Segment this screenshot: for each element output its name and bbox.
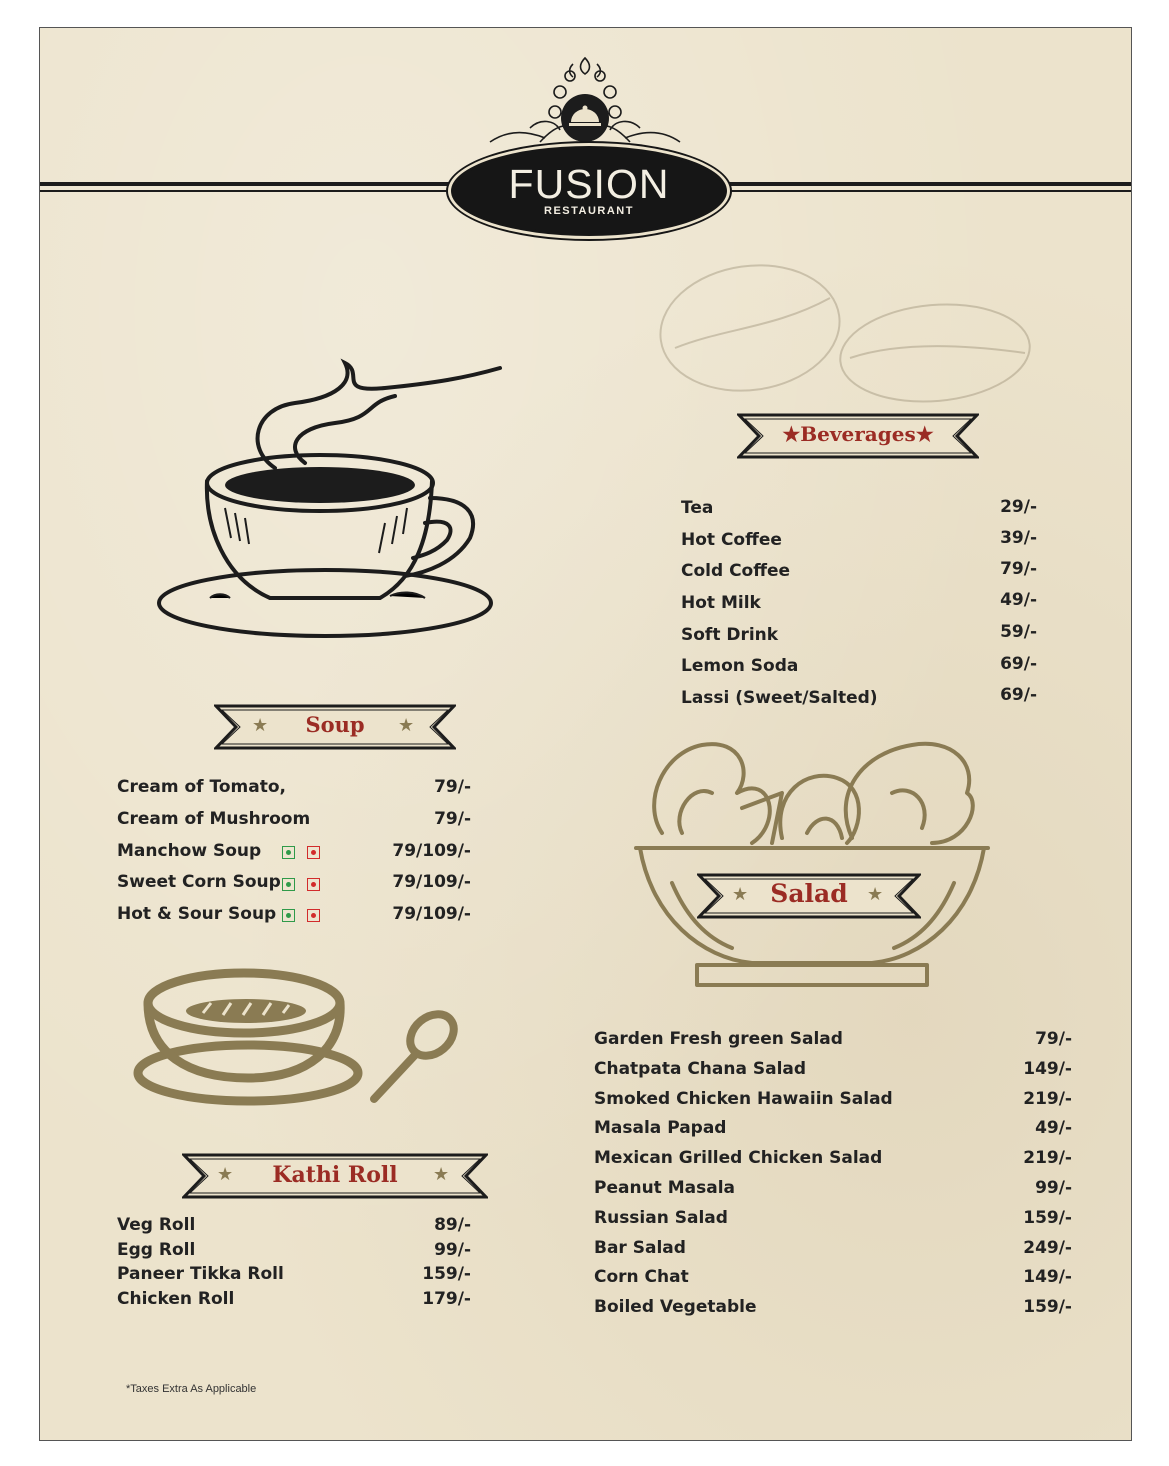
star-icon: ★	[398, 715, 415, 736]
header-rule-left	[40, 182, 455, 186]
item-price: 79/109/-	[392, 872, 471, 892]
list-item: Hot & Sour Soup	[117, 904, 277, 924]
item-price: 159/-	[1023, 1208, 1072, 1228]
soup-bowl-icon	[128, 963, 368, 1108]
item-price: 219/-	[1023, 1089, 1072, 1109]
soup-heading: Soup	[305, 712, 365, 737]
list-item: Chatpata Chana Salad	[594, 1059, 807, 1079]
star-icon: ★	[433, 1164, 450, 1185]
restaurant-subtitle: RESTAURANT	[544, 205, 634, 217]
veg-marker-icon	[282, 846, 295, 859]
tax-footnote: *Taxes Extra As Applicable	[126, 1383, 257, 1395]
item-price: 79/-	[1035, 1029, 1072, 1049]
list-item: Bar Salad	[594, 1238, 686, 1258]
item-price: 249/-	[1023, 1238, 1072, 1258]
item-price: 29/-	[1000, 497, 1037, 517]
menu-page	[39, 27, 1132, 1441]
list-item: Cream of Mushroom	[117, 809, 311, 829]
item-price: 39/-	[1000, 528, 1037, 548]
item-price: 79/109/-	[392, 841, 471, 861]
item-price: 79/-	[434, 809, 471, 829]
star-icon: ★	[732, 884, 749, 905]
item-price: 79/109/-	[392, 904, 471, 924]
list-item: Russian Salad	[594, 1208, 728, 1228]
kathi-roll-heading: Kathi Roll	[272, 1162, 398, 1188]
list-item: Cream of Tomato,	[117, 777, 286, 797]
star-icon: ★	[217, 1164, 234, 1185]
item-price: 79/-	[1000, 559, 1037, 579]
restaurant-logo	[451, 146, 727, 236]
item-price: 59/-	[1000, 622, 1037, 642]
item-price: 149/-	[1023, 1267, 1072, 1287]
item-price: 89/-	[434, 1215, 471, 1235]
salad-bowl-icon	[632, 733, 992, 998]
restaurant-name: FUSION	[508, 161, 670, 207]
list-item: Smoked Chicken Hawaiin Salad	[594, 1089, 893, 1109]
item-price: 69/-	[1000, 654, 1037, 674]
list-item: Hot Milk	[681, 593, 761, 613]
item-price: 79/-	[434, 777, 471, 797]
non-veg-marker-icon	[307, 846, 320, 859]
beverages-banner	[737, 413, 979, 459]
header-rule-right-thin	[717, 190, 1131, 192]
veg-marker-icon	[282, 878, 295, 891]
item-price: 99/-	[1035, 1178, 1072, 1198]
beverages-heading: ★Beverages★	[782, 422, 934, 446]
list-item: Cold Coffee	[681, 561, 791, 581]
coffee-cup-icon	[135, 348, 515, 638]
item-price: 179/-	[422, 1289, 471, 1309]
list-item: Peanut Masala	[594, 1178, 735, 1198]
header-rule-left-thin	[40, 190, 455, 192]
item-price: 99/-	[434, 1240, 471, 1260]
star-icon: ★	[867, 884, 884, 905]
star-icon: ★	[252, 715, 269, 736]
list-item: Egg Roll	[117, 1240, 196, 1260]
list-item: Paneer Tikka Roll	[117, 1264, 284, 1284]
non-veg-marker-icon	[307, 909, 320, 922]
list-item: Lassi (Sweet/Salted)	[681, 688, 878, 708]
list-item: Boiled Vegetable	[594, 1297, 757, 1317]
list-item: Sweet Corn Soup	[117, 872, 281, 892]
cloche-icon	[470, 50, 700, 150]
list-item: Lemon Soda	[681, 656, 799, 676]
list-item: Chicken Roll	[117, 1289, 235, 1309]
list-item: Masala Papad	[594, 1118, 727, 1138]
item-price: 159/-	[422, 1264, 471, 1284]
list-item: Manchow Soup	[117, 841, 262, 861]
list-item: Soft Drink	[681, 625, 779, 645]
item-price: 159/-	[1023, 1297, 1072, 1317]
item-price: 149/-	[1023, 1059, 1072, 1079]
item-price: 69/-	[1000, 685, 1037, 705]
list-item: Veg Roll	[117, 1215, 196, 1235]
spoon-icon	[360, 1003, 470, 1113]
list-item: Mexican Grilled Chicken Salad	[594, 1148, 883, 1168]
non-veg-marker-icon	[307, 878, 320, 891]
coffee-beans-icon	[655, 258, 1035, 408]
list-item: Corn Chat	[594, 1267, 689, 1287]
list-item: Hot Coffee	[681, 530, 782, 550]
salad-heading: Salad	[770, 879, 848, 908]
soup-banner	[214, 704, 456, 750]
item-price: 49/-	[1035, 1118, 1072, 1138]
item-price: 219/-	[1023, 1148, 1072, 1168]
header-rule-right	[717, 182, 1131, 186]
list-item: Tea	[681, 498, 714, 518]
item-price: 49/-	[1000, 590, 1037, 610]
kathi-roll-banner	[182, 1153, 488, 1199]
list-item: Garden Fresh green Salad	[594, 1029, 843, 1049]
salad-banner	[697, 873, 921, 919]
veg-marker-icon	[282, 909, 295, 922]
